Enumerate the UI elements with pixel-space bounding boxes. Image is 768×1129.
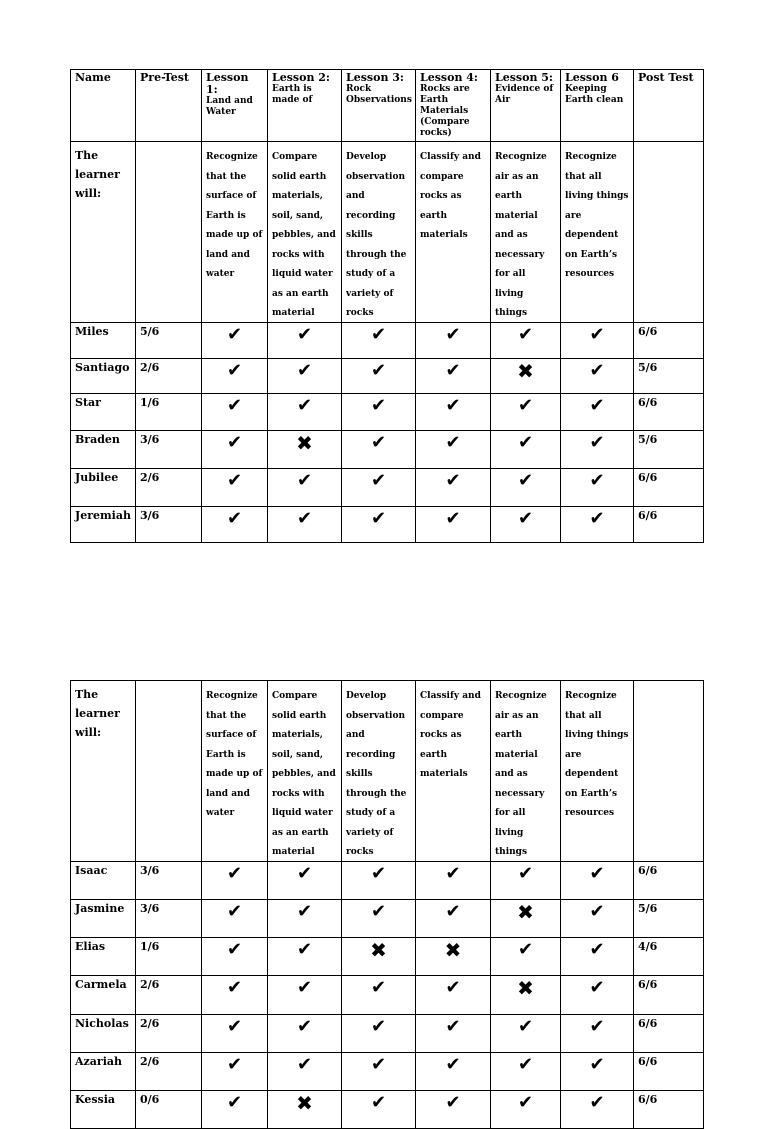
pre-test-score: 2/6 — [136, 468, 202, 506]
lesson-1-mark-cell — [202, 975, 268, 1014]
lesson-4-mark-cell — [416, 975, 491, 1014]
lesson-6-mark-cell — [561, 358, 634, 393]
check-mark-icon: ✔ — [589, 938, 605, 960]
x-mark-icon: ✖ — [517, 975, 534, 1000]
check-mark-icon: ✔ — [517, 1015, 534, 1037]
check-mark-icon: ✔ — [226, 507, 243, 529]
check-mark-icon: ✔ — [445, 359, 461, 381]
check-mark-icon: ✔ — [589, 1053, 605, 1075]
pre-test-score: 3/6 — [136, 899, 202, 937]
check-mark-icon: ✔ — [517, 1091, 534, 1113]
lesson-1-mark-cell — [202, 899, 268, 937]
lesson-2-mark-cell — [268, 937, 342, 975]
check-mark-icon: ✔ — [370, 862, 387, 884]
grade-table-1 — [70, 69, 704, 543]
check-mark-icon: ✔ — [589, 431, 605, 453]
student-row — [71, 1090, 704, 1128]
student-name: Kessia — [71, 1090, 136, 1128]
student-name: Star — [71, 393, 136, 430]
header-lesson-2: Lesson 2: Earth is made of — [268, 70, 342, 142]
check-mark-icon: ✔ — [445, 394, 461, 416]
check-mark-icon: ✔ — [589, 976, 605, 998]
check-mark-icon: ✔ — [370, 1053, 387, 1075]
check-mark-icon: ✔ — [370, 900, 387, 922]
student-name: Braden — [71, 430, 136, 468]
check-mark-icon: ✔ — [226, 938, 243, 960]
lesson-5-mark-cell — [491, 393, 561, 430]
lesson-6-mark-cell — [561, 899, 634, 937]
check-mark-icon: ✔ — [296, 323, 313, 345]
student-row — [71, 899, 704, 937]
objective-lesson-2: Compare solid earth materials, soil, sand, pebbles, and rocks with liquid water as an earth material — [268, 142, 342, 323]
lesson-4-mark-cell — [416, 1052, 491, 1090]
lesson-3-mark-cell — [342, 358, 416, 393]
grade-table-2 — [70, 680, 704, 1129]
check-mark-icon: ✔ — [226, 976, 243, 998]
lesson-6-mark-cell — [561, 1090, 634, 1128]
lesson-3-mark-cell — [342, 937, 416, 975]
x-mark-icon: ✖ — [517, 899, 534, 924]
lesson-2-mark-cell — [268, 899, 342, 937]
lesson-1-mark-cell — [202, 506, 268, 542]
check-mark-icon: ✔ — [296, 394, 313, 416]
student-name: Jeremiah — [71, 506, 136, 542]
header-row — [71, 70, 704, 142]
header-name: Name — [71, 70, 136, 142]
check-mark-icon: ✔ — [370, 976, 387, 998]
check-mark-icon: ✔ — [296, 862, 313, 884]
pre-test-score: 3/6 — [136, 861, 202, 899]
lesson-5-mark-cell — [491, 975, 561, 1014]
student-row — [71, 1052, 704, 1090]
student-name: Azariah — [71, 1052, 136, 1090]
check-mark-icon: ✔ — [370, 431, 387, 453]
check-mark-icon: ✔ — [296, 1053, 313, 1075]
header-post-test: Post Test — [634, 70, 704, 142]
lesson-1-mark-cell — [202, 322, 268, 358]
student-row — [71, 506, 704, 542]
check-mark-icon: ✔ — [370, 1015, 387, 1037]
check-mark-icon: ✔ — [517, 431, 534, 453]
pre-test-score: 3/6 — [136, 430, 202, 468]
lesson-5-mark-cell — [491, 358, 561, 393]
post-test-score: 6/6 — [634, 1090, 704, 1128]
check-mark-icon: ✔ — [445, 900, 461, 922]
lesson-2-mark-cell — [268, 1014, 342, 1052]
check-mark-icon: ✔ — [296, 976, 313, 998]
lesson-4-mark-cell — [416, 468, 491, 506]
objective-lesson-5: Recognize air as an earth material and as necessary for all living things — [491, 142, 561, 323]
x-mark-icon: ✖ — [296, 430, 313, 455]
empty-cell — [136, 142, 202, 323]
empty-cell — [634, 681, 704, 862]
check-mark-icon: ✔ — [445, 1091, 461, 1113]
header-lesson-1: Lesson 1: Land and Water — [202, 70, 268, 142]
student-row — [71, 937, 704, 975]
post-test-score: 6/6 — [634, 1014, 704, 1052]
lesson-6-mark-cell — [561, 1014, 634, 1052]
check-mark-icon: ✔ — [370, 359, 387, 381]
check-mark-icon: ✔ — [517, 469, 534, 491]
lesson-6-mark-cell — [561, 1052, 634, 1090]
student-row — [71, 468, 704, 506]
check-mark-icon: ✔ — [296, 938, 313, 960]
check-mark-icon: ✔ — [517, 1053, 534, 1075]
check-mark-icon: ✔ — [589, 862, 605, 884]
check-mark-icon: ✔ — [226, 359, 243, 381]
post-test-score: 6/6 — [634, 506, 704, 542]
check-mark-icon: ✔ — [517, 938, 534, 960]
check-mark-icon: ✔ — [589, 323, 605, 345]
lesson-3-mark-cell — [342, 468, 416, 506]
check-mark-icon: ✔ — [517, 862, 534, 884]
objectives-row — [71, 681, 704, 862]
lesson-4-mark-cell — [416, 861, 491, 899]
student-name: Santiago — [71, 358, 136, 393]
student-name: Elias — [71, 937, 136, 975]
lesson-4-mark-cell — [416, 1014, 491, 1052]
student-row — [71, 861, 704, 899]
check-mark-icon: ✔ — [370, 507, 387, 529]
check-mark-icon: ✔ — [370, 1091, 387, 1113]
header-lesson-6: Lesson 6 Keeping Earth clean — [561, 70, 634, 142]
check-mark-icon: ✔ — [226, 1053, 243, 1075]
lesson-3-mark-cell — [342, 975, 416, 1014]
pre-test-score: 2/6 — [136, 975, 202, 1014]
objective-lesson-5: Recognize air as an earth material and as necessary for all living things — [491, 681, 561, 862]
check-mark-icon: ✔ — [589, 469, 605, 491]
learner-label: The learner will: — [71, 142, 136, 323]
lesson-2-mark-cell — [268, 430, 342, 468]
check-mark-icon: ✔ — [445, 862, 461, 884]
student-row — [71, 975, 704, 1014]
x-mark-icon: ✖ — [444, 937, 462, 962]
pre-test-score: 3/6 — [136, 506, 202, 542]
lesson-5-mark-cell — [491, 1090, 561, 1128]
lesson-4-mark-cell — [416, 899, 491, 937]
check-mark-icon: ✔ — [226, 323, 243, 345]
objective-lesson-6: Recognize that all living things are dependent on Earth’s resources — [561, 681, 634, 862]
lesson-5-mark-cell — [491, 506, 561, 542]
check-mark-icon: ✔ — [296, 359, 313, 381]
post-test-score: 6/6 — [634, 322, 704, 358]
lesson-5-mark-cell — [491, 468, 561, 506]
post-test-score: 5/6 — [634, 430, 704, 468]
check-mark-icon: ✔ — [226, 862, 243, 884]
check-mark-icon: ✔ — [370, 323, 387, 345]
objective-lesson-1: Recognize that the surface of Earth is made up of land and water — [202, 142, 268, 323]
student-row — [71, 393, 704, 430]
lesson-2-mark-cell — [268, 1052, 342, 1090]
lesson-5-mark-cell — [491, 899, 561, 937]
lesson-5-mark-cell — [491, 861, 561, 899]
lesson-3-mark-cell — [342, 506, 416, 542]
x-mark-icon: ✖ — [517, 358, 534, 383]
check-mark-icon: ✔ — [445, 507, 461, 529]
post-test-score: 5/6 — [634, 899, 704, 937]
lesson-6-mark-cell — [561, 937, 634, 975]
post-test-score: 5/6 — [634, 358, 704, 393]
lesson-4-mark-cell — [416, 358, 491, 393]
check-mark-icon: ✔ — [517, 323, 534, 345]
student-name: Carmela — [71, 975, 136, 1014]
check-mark-icon: ✔ — [589, 1091, 605, 1113]
header-lesson-3: Lesson 3: Rock Observations — [342, 70, 416, 142]
check-mark-icon: ✔ — [296, 469, 313, 491]
check-mark-icon: ✔ — [226, 394, 243, 416]
check-mark-icon: ✔ — [445, 469, 461, 491]
lesson-3-mark-cell — [342, 322, 416, 358]
post-test-score: 6/6 — [634, 1052, 704, 1090]
student-row — [71, 1014, 704, 1052]
check-mark-icon: ✔ — [517, 394, 534, 416]
pre-test-score: 5/6 — [136, 322, 202, 358]
student-row — [71, 430, 704, 468]
lesson-3-mark-cell — [342, 899, 416, 937]
check-mark-icon: ✔ — [445, 976, 461, 998]
post-test-score: 6/6 — [634, 393, 704, 430]
student-name: Miles — [71, 322, 136, 358]
header-pre-test: Pre-Test — [136, 70, 202, 142]
objective-lesson-6: Recognize that all living things are dependent on Earth’s resources — [561, 142, 634, 323]
check-mark-icon: ✔ — [296, 900, 313, 922]
lesson-5-mark-cell — [491, 1014, 561, 1052]
lesson-1-mark-cell — [202, 861, 268, 899]
lesson-4-mark-cell — [416, 937, 491, 975]
lesson-3-mark-cell — [342, 1090, 416, 1128]
lesson-1-mark-cell — [202, 1014, 268, 1052]
lesson-1-mark-cell — [202, 937, 268, 975]
check-mark-icon: ✔ — [226, 900, 243, 922]
student-name: Nicholas — [71, 1014, 136, 1052]
check-mark-icon: ✔ — [445, 323, 461, 345]
check-mark-icon: ✔ — [589, 507, 605, 529]
check-mark-icon: ✔ — [589, 900, 605, 922]
lesson-6-mark-cell — [561, 322, 634, 358]
lesson-3-mark-cell — [342, 861, 416, 899]
check-mark-icon: ✔ — [589, 394, 605, 416]
check-mark-icon: ✔ — [445, 1053, 461, 1075]
lesson-3-mark-cell — [342, 1014, 416, 1052]
check-mark-icon: ✔ — [226, 431, 243, 453]
student-name: Jubilee — [71, 468, 136, 506]
lesson-2-mark-cell — [268, 468, 342, 506]
pre-test-score: 2/6 — [136, 358, 202, 393]
lesson-4-mark-cell — [416, 506, 491, 542]
objective-lesson-1: Recognize that the surface of Earth is made up of land and water — [202, 681, 268, 862]
objective-lesson-3: Develop observation and recording skills through the study of a variety of rocks — [342, 681, 416, 862]
student-row — [71, 358, 704, 393]
lesson-6-mark-cell — [561, 430, 634, 468]
lesson-4-mark-cell — [416, 322, 491, 358]
lesson-1-mark-cell — [202, 358, 268, 393]
lesson-2-mark-cell — [268, 975, 342, 1014]
lesson-5-mark-cell — [491, 322, 561, 358]
objective-lesson-4: Classify and compare rocks as earth materials — [416, 142, 491, 323]
pre-test-score: 1/6 — [136, 393, 202, 430]
x-mark-icon: ✖ — [370, 937, 387, 962]
lesson-5-mark-cell — [491, 430, 561, 468]
header-lesson-4: Lesson 4: Rocks are Earth Materials (Compare rocks) — [416, 70, 491, 142]
lesson-4-mark-cell — [416, 1090, 491, 1128]
check-mark-icon: ✔ — [445, 1015, 461, 1037]
check-mark-icon: ✔ — [589, 1015, 605, 1037]
check-mark-icon: ✔ — [226, 1015, 243, 1037]
lesson-5-mark-cell — [491, 1052, 561, 1090]
pre-test-score: 0/6 — [136, 1090, 202, 1128]
check-mark-icon: ✔ — [517, 507, 534, 529]
check-mark-icon: ✔ — [226, 1091, 243, 1113]
lesson-4-mark-cell — [416, 393, 491, 430]
lesson-1-mark-cell — [202, 393, 268, 430]
student-name: Jasmine — [71, 899, 136, 937]
lesson-6-mark-cell — [561, 975, 634, 1014]
lesson-6-mark-cell — [561, 393, 634, 430]
post-test-score: 4/6 — [634, 937, 704, 975]
pre-test-score: 2/6 — [136, 1014, 202, 1052]
pre-test-score: 2/6 — [136, 1052, 202, 1090]
check-mark-icon: ✔ — [296, 507, 313, 529]
check-mark-icon: ✔ — [445, 431, 461, 453]
lesson-5-mark-cell — [491, 937, 561, 975]
lesson-3-mark-cell — [342, 430, 416, 468]
lesson-6-mark-cell — [561, 861, 634, 899]
post-test-score: 6/6 — [634, 468, 704, 506]
lesson-4-mark-cell — [416, 430, 491, 468]
lesson-2-mark-cell — [268, 393, 342, 430]
header-lesson-5: Lesson 5: Evidence of Air — [491, 70, 561, 142]
objective-lesson-2: Compare solid earth materials, soil, sand, pebbles, and rocks with liquid water as an earth material — [268, 681, 342, 862]
check-mark-icon: ✔ — [370, 469, 387, 491]
student-row — [71, 322, 704, 358]
post-test-score: 6/6 — [634, 975, 704, 1014]
check-mark-icon: ✔ — [589, 359, 605, 381]
lesson-1-mark-cell — [202, 468, 268, 506]
check-mark-icon: ✔ — [226, 469, 243, 491]
post-test-score: 6/6 — [634, 861, 704, 899]
objective-lesson-4: Classify and compare rocks as earth materials — [416, 681, 491, 862]
objectives-row — [71, 142, 704, 323]
lesson-2-mark-cell — [268, 861, 342, 899]
student-name: Isaac — [71, 861, 136, 899]
check-mark-icon: ✔ — [370, 394, 387, 416]
pre-test-score: 1/6 — [136, 937, 202, 975]
lesson-2-mark-cell — [268, 358, 342, 393]
x-mark-icon: ✖ — [296, 1090, 313, 1115]
empty-cell — [634, 142, 704, 323]
lesson-2-mark-cell — [268, 322, 342, 358]
lesson-6-mark-cell — [561, 506, 634, 542]
lesson-1-mark-cell — [202, 430, 268, 468]
check-mark-icon: ✔ — [296, 1015, 313, 1037]
lesson-1-mark-cell — [202, 1090, 268, 1128]
empty-cell — [136, 681, 202, 862]
lesson-2-mark-cell — [268, 506, 342, 542]
lesson-3-mark-cell — [342, 393, 416, 430]
learner-label: The learner will: — [71, 681, 136, 862]
lesson-6-mark-cell — [561, 468, 634, 506]
lesson-2-mark-cell — [268, 1090, 342, 1128]
lesson-3-mark-cell — [342, 1052, 416, 1090]
objective-lesson-3: Develop observation and recording skills through the study of a variety of rocks — [342, 142, 416, 323]
lesson-1-mark-cell — [202, 1052, 268, 1090]
